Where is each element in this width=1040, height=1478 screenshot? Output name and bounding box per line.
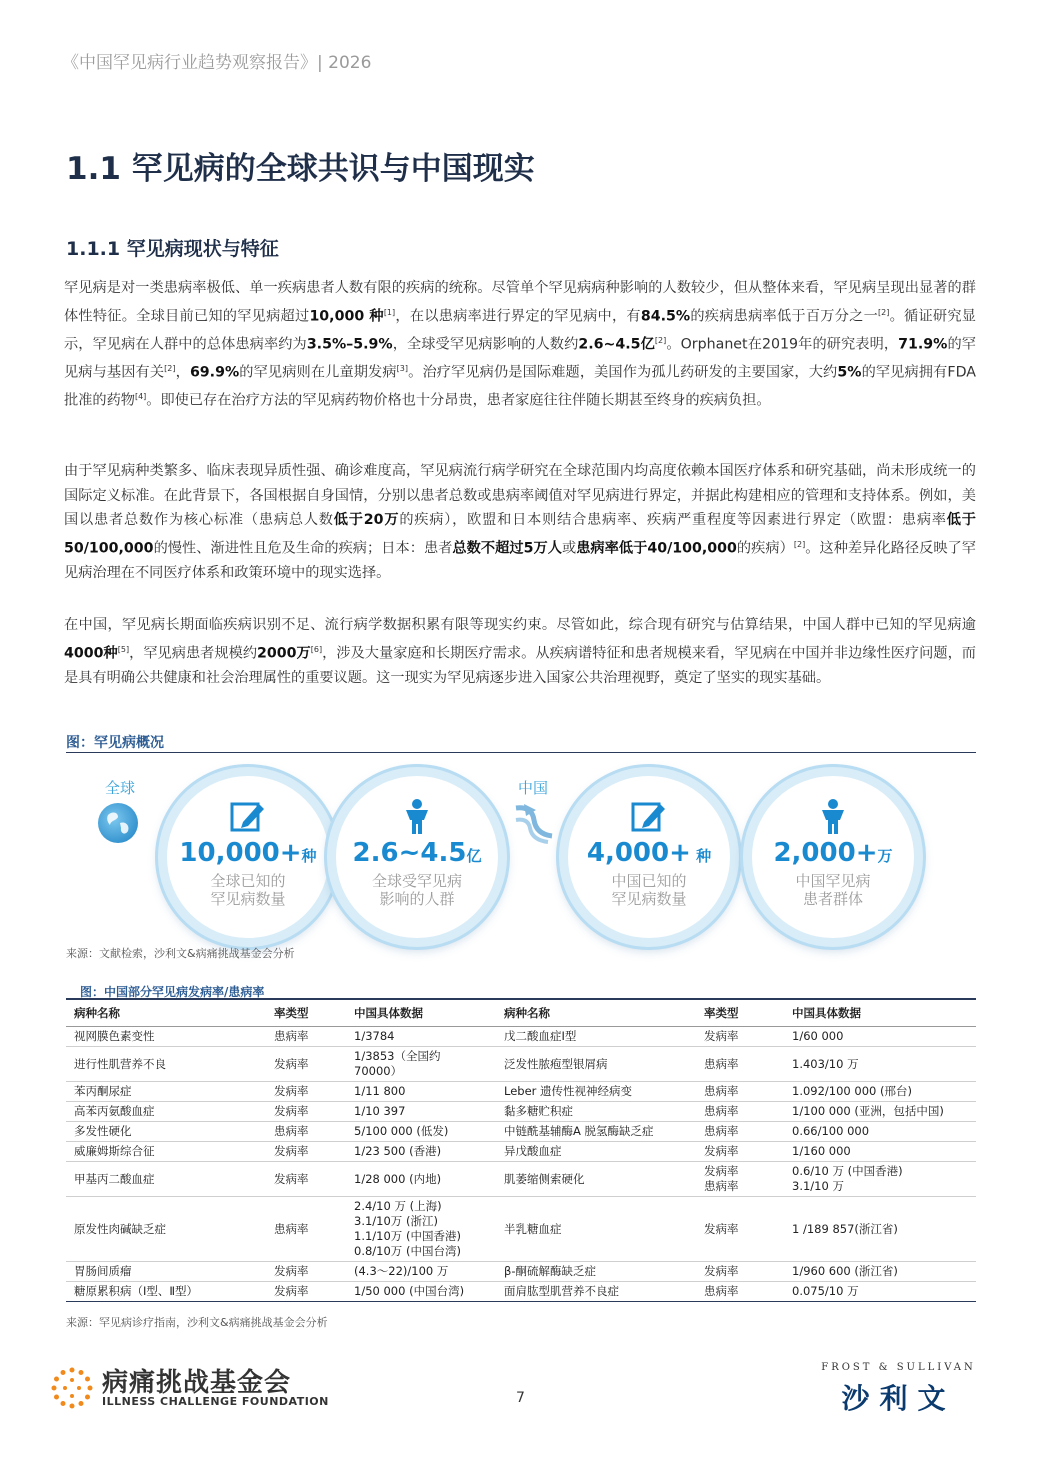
cell-line: 1/3853（全国约 bbox=[354, 1049, 441, 1063]
cell-line: 发病率 bbox=[704, 1164, 739, 1178]
cell-line: 发病率 bbox=[274, 1171, 309, 1186]
table-header-row bbox=[66, 999, 976, 1027]
bold-figure: 低于20万 bbox=[333, 512, 400, 528]
cell-line: 患病率 bbox=[704, 1179, 739, 1193]
table-cell bbox=[66, 1082, 266, 1102]
table-cell bbox=[346, 1162, 496, 1197]
table-cell bbox=[66, 1282, 266, 1302]
table-row bbox=[66, 1027, 976, 1047]
citation-ref: [5] bbox=[117, 644, 130, 654]
table-cell bbox=[784, 1282, 976, 1302]
table-cell bbox=[66, 1122, 266, 1142]
globe-icon bbox=[98, 803, 138, 843]
table-cell bbox=[266, 1282, 346, 1302]
table-cell bbox=[696, 1282, 784, 1302]
cell-line: 1/10 397 bbox=[354, 1104, 406, 1118]
table-cell bbox=[696, 1047, 784, 1082]
table-cell bbox=[346, 1122, 496, 1142]
illness-challenge-foundation-logo bbox=[50, 1362, 350, 1412]
cell-line: Leber 遗传性视神经病变 bbox=[504, 1084, 633, 1098]
cell-line: 1/50 000 (中国台湾) bbox=[354, 1284, 465, 1298]
cell-line: 70000） bbox=[354, 1064, 403, 1078]
foundation-name-cn: 病痛挑战基金会 bbox=[102, 1368, 292, 1398]
table-cell bbox=[696, 1142, 784, 1162]
text-run: 在中国，罕见病长期面临疾病识别不足、流行病学数据积累有限等现实约束。尽管如此，综合现有研究与估算结果，中国人群中已知的罕见病逾 bbox=[64, 617, 976, 633]
cell-line: 肌萎缩侧索硬化 bbox=[504, 1171, 585, 1186]
cell-line: 糖原累积病（Ⅰ型、Ⅱ型） bbox=[74, 1284, 199, 1298]
cell-line: 发病率 bbox=[274, 1104, 309, 1118]
table-row bbox=[66, 1047, 976, 1082]
cell-line: 患病率 bbox=[704, 1104, 739, 1118]
stat-number: 2.6~4.5亿 bbox=[352, 838, 482, 868]
bold-figure: 2.6~4.5亿 bbox=[578, 336, 655, 353]
cell-line: 1/23 500 (香港) bbox=[354, 1144, 442, 1158]
cell-line: 威廉姆斯综合征 bbox=[74, 1144, 155, 1158]
cell-line: 发病率 bbox=[274, 1056, 309, 1071]
column-header: 率类型 bbox=[266, 999, 346, 1027]
cell-line: 发病率 bbox=[274, 1264, 309, 1278]
table-cell bbox=[66, 1102, 266, 1122]
table-cell bbox=[266, 1162, 346, 1197]
cell-line: 1.1/10万 (中国香港) bbox=[354, 1229, 461, 1243]
foundation-logo-icon bbox=[50, 1366, 94, 1410]
cell-line: 发病率 bbox=[704, 1144, 739, 1158]
report-header-title: 《中国罕见病行业趋势观察报告》| 2026 bbox=[62, 53, 372, 73]
text-run: 的慢性、渐进性且危及生命的疾病；日本：患者 bbox=[153, 540, 453, 557]
person-icon bbox=[752, 798, 914, 836]
cell-line: 原发性肉碱缺乏症 bbox=[74, 1221, 166, 1236]
text-run: 的罕见病与基因有关 bbox=[64, 336, 976, 381]
citation-ref: [6] bbox=[310, 644, 323, 654]
table-cell bbox=[346, 1142, 496, 1162]
table-cell bbox=[346, 1282, 496, 1302]
cell-line: 患病率 bbox=[274, 1124, 309, 1138]
cell-line: 发病率 bbox=[704, 1029, 739, 1043]
cell-line: 发病率 bbox=[704, 1221, 739, 1236]
table-cell bbox=[784, 1082, 976, 1102]
bold-figure: 10,000 种 bbox=[309, 308, 384, 325]
citation-ref: [4] bbox=[134, 392, 147, 402]
table-cell bbox=[346, 1262, 496, 1282]
text-run: ， bbox=[175, 364, 190, 381]
cell-line: 患病率 bbox=[704, 1084, 739, 1098]
cell-line: 3.1/10 万 bbox=[792, 1179, 844, 1193]
china-arrows-icon bbox=[512, 798, 556, 846]
table-cell bbox=[346, 1102, 496, 1122]
bold-figure: 4000种 bbox=[64, 645, 118, 662]
bold-figure: 总数不超过5万人 bbox=[452, 540, 562, 557]
bold-figure: 69.9% bbox=[189, 364, 240, 381]
page-number: 7 bbox=[516, 1390, 525, 1406]
cell-line: 戊二酸血症Ⅰ型 bbox=[504, 1029, 577, 1043]
text-run: 的罕见病则在儿童期发病 bbox=[239, 364, 397, 381]
region-label-global: 全球 bbox=[105, 779, 136, 797]
paragraph-1 bbox=[64, 276, 976, 413]
cell-line: β-酮硫解酶缺乏症 bbox=[504, 1264, 596, 1278]
text-run: 的疾病） bbox=[736, 540, 794, 557]
cell-line: 1/160 000 bbox=[792, 1144, 851, 1158]
bold-figure: 3.5%–5.9% bbox=[306, 336, 393, 353]
table-row bbox=[66, 1262, 976, 1282]
table-cell bbox=[266, 1027, 346, 1047]
cell-line: 视网膜色素变性 bbox=[74, 1029, 155, 1043]
edit-icon bbox=[568, 798, 730, 836]
table-row bbox=[66, 1102, 976, 1122]
cell-line: 黏多糖贮积症 bbox=[504, 1104, 573, 1118]
table-cell bbox=[346, 1197, 496, 1262]
table-cell bbox=[496, 1142, 696, 1162]
table-cell bbox=[266, 1262, 346, 1282]
stat-circle-global-diseases bbox=[158, 767, 338, 947]
table-cell bbox=[696, 1102, 784, 1122]
cell-line: 0.075/10 万 bbox=[792, 1284, 859, 1298]
cell-line: 半乳糖血症 bbox=[504, 1221, 562, 1236]
text-run: 罕见病是对一类患病率极低、单一疾病患者人数有限的疾病的统称。尽管单个罕见病病种影响的人数较少，但从整体来看，罕见病呈现出显著的群体性特征。全球目前已知的罕见病超过 bbox=[64, 280, 976, 325]
bold-figure: 低于50/100,000 bbox=[64, 512, 976, 557]
table-cell bbox=[346, 1047, 496, 1082]
table-cell bbox=[696, 1027, 784, 1047]
cell-line: 1 /189 857(浙江省) bbox=[792, 1221, 898, 1236]
table-row bbox=[66, 1197, 976, 1262]
column-header: 率类型 bbox=[696, 999, 784, 1027]
column-header: 中国具体数据 bbox=[784, 999, 976, 1027]
table-cell bbox=[696, 1262, 784, 1282]
table-cell bbox=[496, 1162, 696, 1197]
citation-ref: [3] bbox=[396, 363, 409, 373]
bold-figure: 84.5% bbox=[640, 308, 691, 325]
cell-line: 1/11 800 bbox=[354, 1084, 406, 1098]
cell-line: 1.092/100 000 (邢台) bbox=[792, 1084, 912, 1098]
cell-line: 患病率 bbox=[704, 1284, 739, 1298]
cell-line: 发病率 bbox=[274, 1284, 309, 1298]
text-run: 。即使已存在治疗方法的罕见病药物价格也十分昂贵，患者家庭往往伴随长期甚至终身的疾病负担。 bbox=[146, 392, 771, 409]
cell-line: 进行性肌营养不良 bbox=[74, 1056, 166, 1071]
text-run: 或 bbox=[561, 540, 577, 557]
bold-figure: 71.9% bbox=[898, 336, 948, 353]
table-cell bbox=[346, 1027, 496, 1047]
table-cell bbox=[784, 1197, 976, 1262]
text-run: 的疾病患病率低于百万分之一 bbox=[690, 308, 879, 325]
table-cell bbox=[784, 1262, 976, 1282]
table-cell bbox=[266, 1142, 346, 1162]
table-cell bbox=[346, 1082, 496, 1102]
text-run: 的疾病），欧盟和日本则结合患病率、疾病严重程度等因素进行界定（欧盟：患病率 bbox=[399, 512, 947, 528]
cell-line: 异戊酸血症 bbox=[504, 1144, 562, 1158]
stat-circle-china-patients bbox=[743, 767, 923, 947]
table-cell bbox=[266, 1047, 346, 1082]
stat-description: 中国罕见病 患者群体 bbox=[795, 872, 871, 908]
table-cell bbox=[266, 1082, 346, 1102]
cell-line: 发病率 bbox=[274, 1144, 309, 1158]
subsection-heading: 1.1.1 罕见病现状与特征 bbox=[66, 238, 279, 260]
text-run: ，在以患病率进行界定的罕见病中，有 bbox=[395, 308, 641, 325]
table-cell bbox=[496, 1122, 696, 1142]
cell-line: 0.66/100 000 bbox=[792, 1124, 870, 1138]
table-cell bbox=[784, 1047, 976, 1082]
stat-circle-china-diseases bbox=[559, 767, 739, 947]
stat-description: 中国已知的 罕见病数量 bbox=[611, 872, 687, 908]
table-cell bbox=[784, 1142, 976, 1162]
cell-line: 1/100 000 (亚洲，包括中国) bbox=[792, 1104, 944, 1118]
stat-number: 10,000+种 bbox=[179, 838, 317, 868]
text-run: 。循证研究显示，罕见病在人群中的总体患病率约为 bbox=[64, 308, 976, 353]
incidence-table-container bbox=[66, 998, 976, 1302]
cell-line: 患病率 bbox=[274, 1221, 309, 1236]
bold-figure: 5% bbox=[837, 364, 862, 381]
cell-line: 高苯丙氨酸血症 bbox=[74, 1104, 155, 1118]
person-icon bbox=[336, 798, 498, 836]
cell-line: 患病率 bbox=[274, 1029, 309, 1043]
table-cell bbox=[496, 1047, 696, 1082]
frost-sullivan-en: FROST & SULLIVAN bbox=[821, 1362, 976, 1373]
edit-icon bbox=[167, 798, 329, 836]
figure-title: 图：罕见病概况 bbox=[66, 732, 976, 753]
table-row bbox=[66, 1142, 976, 1162]
cell-line: 0.8/10万 (中国台湾) bbox=[354, 1244, 461, 1258]
frost-sullivan-cn: 沙利文 bbox=[841, 1382, 956, 1415]
table-source: 来源：罕见病诊疗指南，沙利文&病痛挑战基金会分析 bbox=[66, 1316, 328, 1329]
cell-line: 面肩肱型肌营养不良症 bbox=[504, 1284, 619, 1298]
table-cell bbox=[66, 1047, 266, 1082]
cell-line: 1/960 600 (浙江省) bbox=[792, 1264, 898, 1278]
table-cell bbox=[496, 1102, 696, 1122]
column-header: 病种名称 bbox=[66, 999, 266, 1027]
table-row bbox=[66, 1282, 976, 1302]
table-cell bbox=[784, 1122, 976, 1142]
text-run: 。Orphanet在2019年的研究表明， bbox=[666, 336, 899, 353]
section-heading: 1.1 罕见病的全球共识与中国现实 bbox=[66, 151, 535, 187]
text-run: 。这种差异化路径反映了罕见病治理在不同医疗体系和政策环境中的现实选择。 bbox=[64, 540, 976, 581]
cell-line: 3.1/10万 (浙江) bbox=[354, 1214, 438, 1228]
cell-line: 发病率 bbox=[704, 1264, 739, 1278]
column-header: 病种名称 bbox=[496, 999, 696, 1027]
table-cell bbox=[696, 1122, 784, 1142]
citation-ref: [2] bbox=[164, 363, 176, 373]
cell-line: 胃肠间质瘤 bbox=[74, 1264, 132, 1278]
table-cell bbox=[496, 1082, 696, 1102]
bold-figure: 2000万 bbox=[257, 645, 311, 662]
cell-line: 发病率 bbox=[274, 1084, 309, 1098]
table-cell bbox=[496, 1197, 696, 1262]
table-cell bbox=[696, 1082, 784, 1102]
cell-line: 5/100 000 (低发) bbox=[354, 1124, 449, 1138]
region-label-china: 中国 bbox=[518, 779, 549, 797]
stat-number: 2,000+万 bbox=[773, 838, 893, 868]
table-cell bbox=[66, 1027, 266, 1047]
cell-line: 甲基丙二酸血症 bbox=[74, 1171, 155, 1186]
text-run: ，罕见病患者规模约 bbox=[129, 645, 258, 662]
text-run: ，涉及大量家庭和长期医疗需求。从疾病谱特征和患者规模来看，罕见病在中国并非边缘性医疗问题，而是具有明确公共健康和社会治理属性的重要议题。这一现实为罕见病逐步进入国家公共治理视野，奠定了坚实的现实基础。 bbox=[64, 645, 976, 686]
stat-description: 全球已知的 罕见病数量 bbox=[210, 872, 286, 908]
cell-line: 0.6/10 万 (中国香港) bbox=[792, 1164, 903, 1178]
table-row bbox=[66, 1122, 976, 1142]
cell-line: 1/28 000 (内地) bbox=[354, 1171, 442, 1186]
citation-ref: [2] bbox=[878, 307, 890, 317]
citation-ref: [2] bbox=[793, 539, 806, 549]
table-cell bbox=[784, 1102, 976, 1122]
cell-line: 多发性硬化 bbox=[74, 1124, 132, 1138]
cell-line: 泛发性脓疱型银屑病 bbox=[504, 1056, 608, 1071]
paragraph-3 bbox=[64, 613, 976, 690]
table-cell bbox=[696, 1197, 784, 1262]
table-cell bbox=[66, 1197, 266, 1262]
table-cell bbox=[496, 1282, 696, 1302]
cell-line: (4.3～22)/100 万 bbox=[354, 1264, 449, 1278]
table-cell bbox=[266, 1122, 346, 1142]
table-row bbox=[66, 1162, 976, 1197]
cell-line: 苯丙酮尿症 bbox=[74, 1084, 132, 1098]
column-header: 中国具体数据 bbox=[346, 999, 496, 1027]
table-cell bbox=[66, 1162, 266, 1197]
table-cell bbox=[696, 1162, 784, 1197]
table-cell bbox=[496, 1262, 696, 1282]
cell-line: 患病率 bbox=[704, 1124, 739, 1138]
table-cell bbox=[266, 1102, 346, 1122]
table-cell bbox=[66, 1142, 266, 1162]
table-cell bbox=[784, 1027, 976, 1047]
table-cell bbox=[66, 1262, 266, 1282]
citation-ref: [2] bbox=[654, 335, 667, 345]
text-run: 由于罕见病种类繁多、临床表现异质性强、确诊难度高，罕见病流行病学研究在全球范围内均高度依赖本国医疗体系和研究基础，尚未形成统一的国际定义标准。在此背景下，各国根据自身国情，分别以患者总数或患病率阈值对罕见病进行界定，并据此构建相应的管理和支持体系。例如，美国以患者总数作为核心标准（患病总人数 bbox=[64, 463, 976, 528]
table-cell bbox=[496, 1027, 696, 1047]
stat-description: 全球受罕见病 影响的人群 bbox=[371, 872, 462, 908]
table-cell bbox=[266, 1197, 346, 1262]
stat-circle-global-patients bbox=[327, 767, 507, 947]
citation-ref: [1] bbox=[383, 307, 396, 317]
text-run: ，全球受罕见病影响的人数约 bbox=[392, 336, 579, 353]
cell-line: 1/60 000 bbox=[792, 1029, 844, 1043]
foundation-name-en: ILLNESS CHALLENGE FOUNDATION bbox=[102, 1395, 329, 1408]
table-cell bbox=[784, 1162, 976, 1197]
frost-sullivan-logo bbox=[806, 1362, 991, 1415]
table-row bbox=[66, 1082, 976, 1102]
cell-line: 中链酰基辅酶A 脱氢酶缺乏症 bbox=[504, 1124, 654, 1138]
incidence-table bbox=[66, 998, 976, 1302]
bold-figure: 患病率低于40/100,000 bbox=[576, 540, 737, 557]
cell-line: 1.403/10 万 bbox=[792, 1056, 859, 1071]
table-title: 图：中国部分罕见病发病率/患病率 bbox=[80, 985, 265, 999]
cell-line: 1/3784 bbox=[354, 1029, 395, 1043]
cell-line: 患病率 bbox=[704, 1056, 739, 1071]
cell-line: 2.4/10 万 (上海) bbox=[354, 1199, 442, 1213]
figure-source: 来源：文献检索，沙利文&病痛挑战基金会分析 bbox=[66, 947, 295, 960]
stat-number: 4,000+ 种 bbox=[586, 838, 712, 868]
text-run: 的罕见病拥有FDA批准的药物 bbox=[64, 364, 976, 409]
paragraph-2 bbox=[64, 459, 976, 585]
text-run: 。治疗罕见病仍是国际难题，美国作为孤儿药研发的主要国家，大约 bbox=[408, 364, 838, 381]
